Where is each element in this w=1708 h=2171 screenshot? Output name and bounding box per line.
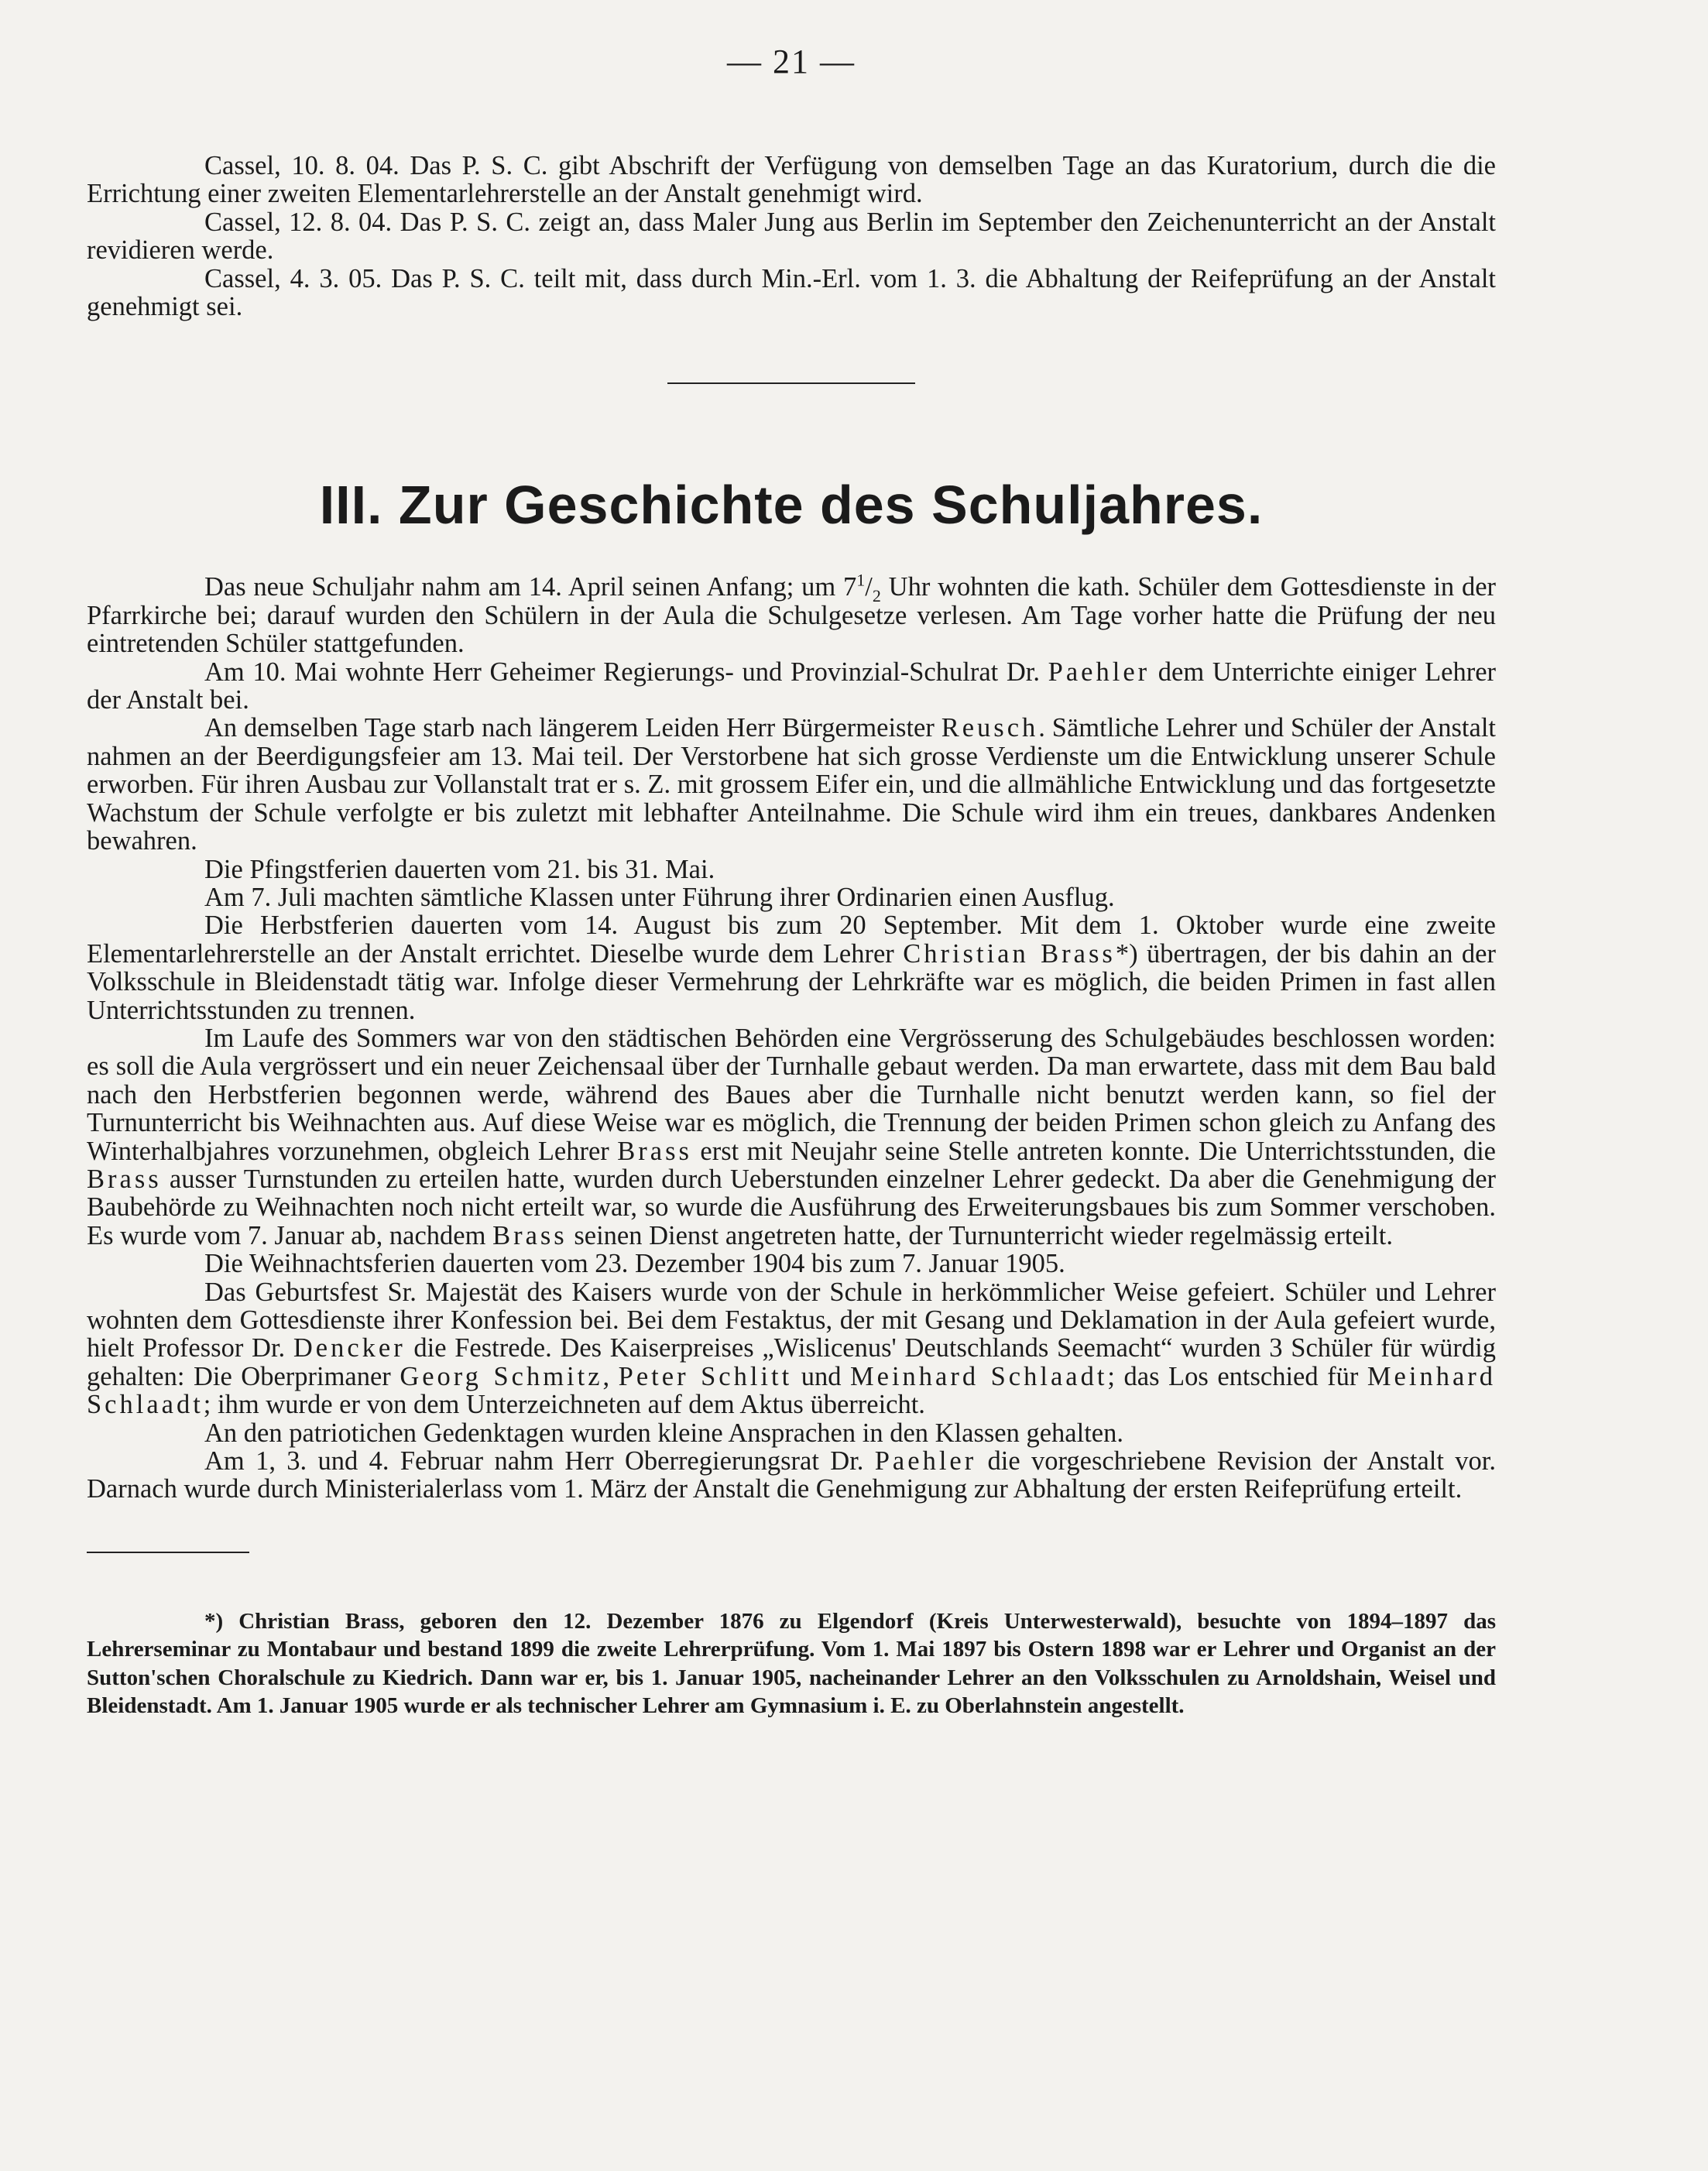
document-page: [87, 39, 1496, 1720]
person-name: Christian Brass: [903, 938, 1116, 969]
fraction-denominator: 2: [872, 586, 881, 606]
paragraph-schulgebaeude: [87, 1024, 1496, 1250]
text-run: die vorgeschriebene Revision der Anstalt vor. Darnach wurde durch Ministerialerlass vom 1. März der Anstalt die Genehmigung zur Abhaltung der ersten Reifeprüfung erteilt.: [87, 1446, 1496, 1504]
page-number: — 21 —: [727, 43, 856, 81]
person-name: Meinhard Schlaadt: [849, 1361, 1108, 1391]
text-run: dem Unterrichte einiger Lehrer der Anstalt bei.: [87, 657, 1496, 715]
text-run: Im Laufe des Sommers war von den städtischen Behörden eine Vergrösserung des Schulgebäudes beschlossen worden: es soll die Aula vergrössert und ein neuer Zeichensaal über der Turnhalle gebaut werden. Da man erwartete, dass mit dem Bau bald nach den Herbstferien begonnen werde, während des Baues aber die Turnhalle nicht benutzt werden kann, so fiel der Turnunterricht bis Weihnachten aus. Auf diese Weise war es möglich, die Trennung der beiden Primen schon gleich zu Anfang des Winterhalbjahres vorzunehmen, obgleich Lehrer: [87, 1023, 1496, 1166]
person-name: Brass: [492, 1220, 568, 1250]
paragraph-revision: [87, 1447, 1496, 1504]
paragraph-ausflug: Am 7. Juli machten sämtliche Klassen unter Führung ihrer Ordinarien einen Ausflug.: [204, 882, 1115, 912]
paragraph-besuch-paehler: [87, 658, 1496, 715]
text-run: Das neue Schuljahr nahm am 14. April seinen Anfang; um 7: [204, 572, 857, 602]
person-name: Brass: [617, 1136, 692, 1166]
person-name: Paehler: [874, 1446, 977, 1476]
main-text: [87, 570, 1497, 1504]
intro-paragraph-1: Cassel, 10. 8. 04. Das P. S. C. gibt Abschrift der Verfügung von demselben Tage an das Kuratorium, durch die die Errichtung einer zweiten Elementarlehrerstelle an der Anstalt genehmigt wird.: [87, 151, 1496, 209]
person-name: Reusch: [941, 713, 1039, 743]
paragraph-gedenktage: An den patriotichen Gedenktagen wurden kleine Ansprachen in den Klassen gehalten.: [204, 1418, 1123, 1448]
person-name: Georg Schmitz: [400, 1361, 603, 1391]
paragraph-herbstferien: [87, 911, 1496, 1024]
text-run: Am 10. Mai wohnte Herr Geheimer Regierungs- und Provinzial-Schulrat Dr.: [204, 657, 1048, 687]
paragraph-pfingstferien: Die Pfingstferien dauerten vom 21. bis 31. Mai.: [204, 854, 715, 884]
paragraph-kaisergeburtstag: [87, 1278, 1496, 1419]
text-run: und: [792, 1361, 850, 1391]
footnote: *) Christian Brass, geboren den 12. Dezember 1876 zu Elgendorf (Kreis Unterwesterwald), besuchte von 1894–1897 das Lehrerseminar zu Montabaur und bestand 1899 die zweite Lehrerprüfung. Vom 1. Mai 1897 bis Ostern 1898 war er Lehrer und Organist an der Sutton'schen Choralschule zu Kiedrich. Dann war er, bis 1. Januar 1905, nacheinander Lehrer an den Volksschulen zu Arnoldshain, Weisel und Bleidenstadt. Am 1. Januar 1905 wurde er als technischer Lehrer am Gymnasium i. E. zu Oberlahnstein angestellt.: [87, 1608, 1496, 1719]
text-run: seinen Dienst angetreten hatte, der Turnunterricht wieder regelmässig erteilt.: [567, 1220, 1394, 1250]
paragraph-weihnachtsferien: Die Weihnachtsferien dauerten vom 23. Dezember 1904 bis zum 7. Januar 1905.: [204, 1249, 1065, 1279]
text-run: Die Herbstferien dauerten vom 14. August bis zum 20 September. Mit dem 1. Oktober wurde eine zweite Elementarlehrerstelle an der Anstalt errichtet. Dieselbe wurde dem Lehrer: [87, 911, 1496, 969]
paragraph-schuljahr-anfang: Das neue Schuljahr nahm am 14. April seinen Anfang; um $7^1/_2$ Uhr wohnten die kath. Schüler dem Gottesdienste in der Pfarrkirche bei; darauf wurden den Schülern in der Aula die Schulgesetze verlesen. Am Tage vorher hatte die Prüfung der neu eintretenden Schüler stattgefunden.: [87, 570, 1497, 659]
text-run: erst mit Neujahr seine Stelle antreten konnte. Die Unterrichtsstunden, die: [691, 1136, 1496, 1166]
text-run: *) übertragen, der bis dahin an der Volksschule in Bleidenstadt tätig war. Infolge dieser Vermehrung der Lehrkräfte war es möglich, die beiden Primen in fast allen Unterrichtsstunden zu trennen.: [87, 938, 1496, 1025]
intro-section: [87, 152, 1496, 321]
person-name: Meinhard Schlaadt: [87, 1361, 1497, 1420]
person-name: Dencker: [293, 1333, 406, 1363]
intro-paragraph-2: Cassel, 12. 8. 04. Das P. S. C. zeigt an, dass Maler Jung aus Berlin im September den Zeichenunterricht an der Anstalt revidieren werde.: [87, 207, 1496, 266]
footnote-divider: [87, 1552, 249, 1553]
text-run: Das Geburtsfest Sr. Majestät des Kaisers wurde von der Schule in herkömmlicher Weise gefeiert. Schüler und Lehrer wohnten dem Gottesdienste ihrer Konfession bei. Bei dem Festaktus, der mit Gesang und Deklamation in der Aula gefeiert wurde, hielt Professor Dr.: [87, 1277, 1496, 1363]
person-name: Peter Schlitt: [618, 1361, 793, 1391]
text-run: ausser Turnstunden zu erteilen hatte, wurden durch Ueberstunden einzelner Lehrer gedeckt. Da aber die Genehmigung der Baubehörde zu Weihnachten noch nicht erteilt war, so wurde die Ausführung des Erweiterungsbaues bis zum Sommer verschoben. Es wurde vom 7. Januar ab, nachdem: [87, 1164, 1496, 1250]
paragraph-tod-reusch: [87, 714, 1496, 855]
person-name: Brass: [87, 1164, 162, 1194]
section-heading: III. Zur Geschichte des Schuljahres.: [319, 475, 1264, 536]
text-run: ,: [602, 1361, 619, 1391]
text-run: ; ihm wurde er von dem Unterzeichneten auf dem Aktus überreicht.: [203, 1390, 925, 1420]
intro-paragraph-3: Cassel, 4. 3. 05. Das P. S. C. teilt mit, dass durch Min.-Erl. vom 1. 3. die Abhaltung der Reifeprüfung an der Anstalt genehmigt sei.: [87, 263, 1496, 322]
section-divider: [667, 382, 915, 384]
text-run: ; das Los entschied für: [1107, 1361, 1367, 1391]
text-run: . Sämtliche Lehrer und Schüler der Anstalt nahmen an der Beerdigungsfeier am 13. Mai teil. Der Verstorbene hat sich grosse Verdienste um die Entwicklung unserer Schule erworben. Für ihren Ausbau zur Vollanstalt trat er s. Z. mit grossem Eifer ein, und die allmähliche Entwicklung und das fortgesetzte Wachstum der Schule verfolgte er bis zuletzt mit lebhafter Anteilnahme. Die Schule wird ihm ein treues, dankbares Andenken bewahren.: [87, 713, 1496, 856]
text-run: Am 1, 3. und 4. Februar nahm Herr Oberregierungsrat Dr.: [204, 1446, 875, 1476]
fraction-numerator: 1: [856, 570, 866, 590]
person-name: Paehler: [1048, 657, 1151, 687]
text-run: die Festrede. Des Kaiserpreises „Wislicenus' Deutschlands Seemacht“ wurden 3 Schüler für würdig gehalten: Die Oberprimaner: [87, 1333, 1496, 1391]
text-run: Uhr wohnten die kath. Schüler dem Gottesdienste in der Pfarrkirche bei; darauf wurden den Schülern in der Aula die Schulgesetze verlesen. Am Tage vorher hatte die Prüfung der neu eintretenden Schüler stattgefunden.: [87, 572, 1497, 659]
text-run: An demselben Tage starb nach längerem Leiden Herr Bürgermeister: [204, 713, 941, 743]
